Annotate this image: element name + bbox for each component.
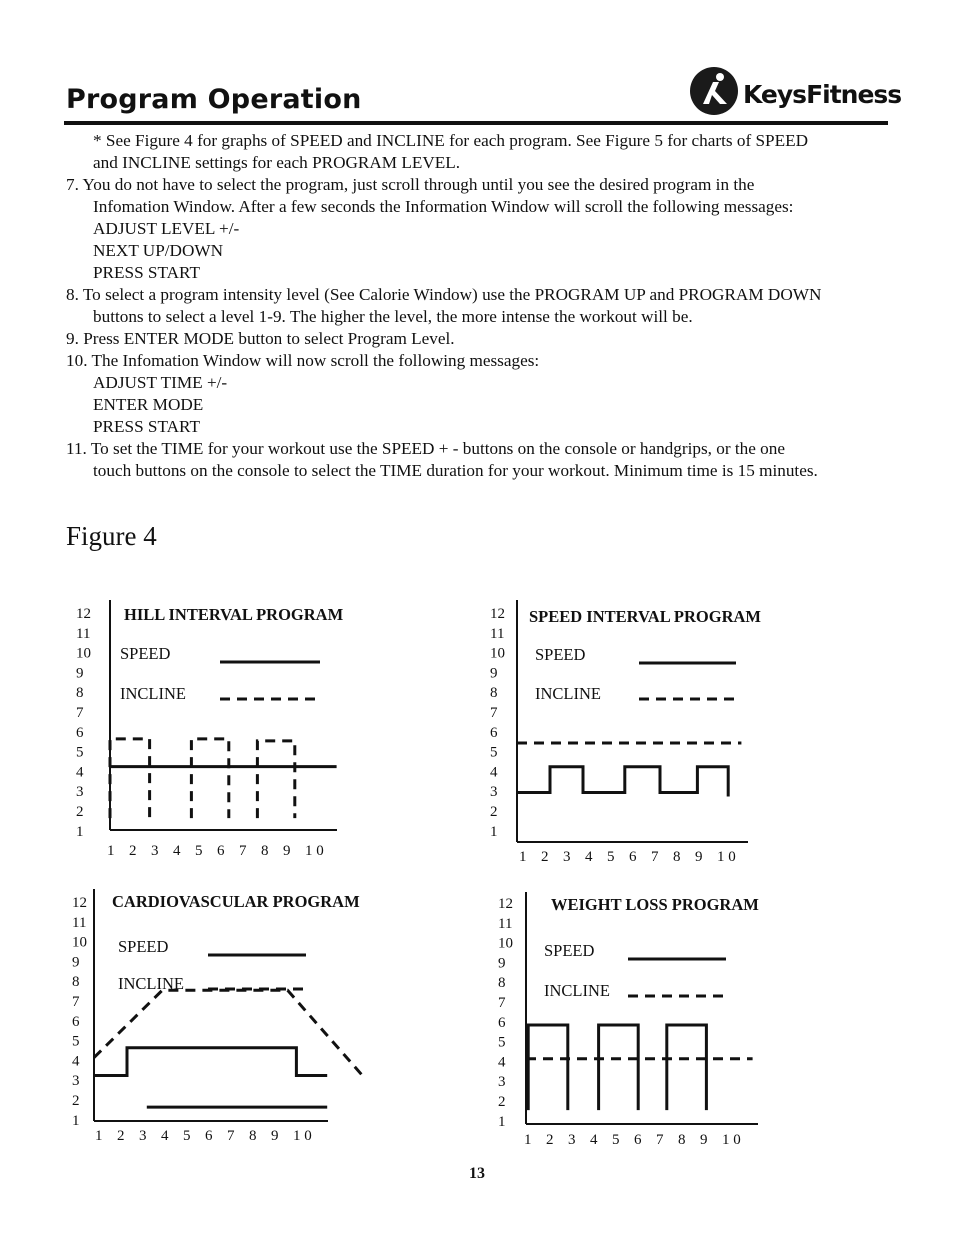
- y-tick-label: 7: [490, 705, 498, 721]
- x-tick-label: 1 0: [717, 849, 736, 865]
- x-tick-label: 3: [563, 849, 571, 865]
- x-tick-label: 6: [629, 849, 637, 865]
- incline-series-line: [110, 739, 150, 818]
- y-tick-label: 4: [498, 1054, 506, 1071]
- y-tick-label: 8: [72, 974, 80, 991]
- x-tick-label: 8: [249, 1128, 257, 1144]
- legend-incline-label: INCLINE: [118, 974, 184, 993]
- instruction-line: 8. To select a program intensity level (See Calorie Window) use the PROGRAM UP and PROGRAM DOWN: [66, 285, 822, 304]
- speed-series-line: [94, 1048, 327, 1076]
- legend-incline-label: INCLINE: [535, 684, 601, 703]
- instruction-line: * See Figure 4 for graphs of SPEED and INCLINE for each program. See Figure 5 for charts of SPEED: [93, 131, 809, 150]
- instruction-line: 11. To set the TIME for your workout use the SPEED + - buttons on the console or handgrips, or the one: [66, 439, 785, 458]
- instruction-line: ADJUST LEVEL +/-: [93, 219, 240, 238]
- x-tick-label: 6: [205, 1128, 213, 1144]
- chart-speed-interval: [474, 598, 774, 868]
- y-tick-label: 12: [490, 606, 505, 622]
- y-tick-label: 6: [498, 1014, 506, 1031]
- x-tick-label: 1: [519, 849, 527, 865]
- y-tick-label: 5: [76, 744, 84, 761]
- x-tick-label: 6: [634, 1132, 642, 1148]
- chart-hill-interval: [60, 598, 360, 868]
- x-tick-label: 1 0: [722, 1132, 741, 1148]
- x-tick-label: 3: [151, 843, 159, 859]
- figure-title: Figure 4: [66, 521, 157, 551]
- y-tick-label: 4: [76, 764, 84, 781]
- y-tick-label: 4: [72, 1053, 80, 1070]
- y-tick-label: 2: [498, 1094, 506, 1110]
- y-tick-label: 10: [76, 645, 91, 662]
- x-tick-label: 7: [656, 1132, 664, 1148]
- y-tick-label: 8: [76, 685, 84, 702]
- x-tick-label: 3: [139, 1128, 147, 1144]
- chart-svg: [474, 598, 774, 868]
- x-tick-label: 4: [590, 1132, 598, 1148]
- y-tick-label: 8: [490, 685, 498, 702]
- incline-series-line: [191, 739, 228, 818]
- chart-title: SPEED INTERVAL PROGRAM: [529, 607, 761, 626]
- chart-cardiovascular: [56, 887, 386, 1147]
- brand-logo: [689, 66, 902, 122]
- x-tick-label: 2: [129, 843, 137, 859]
- chart-svg: [482, 890, 782, 1150]
- x-tick-label: 4: [173, 843, 181, 859]
- instruction-line: buttons to select a level 1-9. The higher the level, the more intense the workout will be.: [93, 307, 693, 326]
- y-tick-label: 12: [498, 896, 513, 912]
- x-tick-label: 9: [283, 843, 291, 859]
- y-tick-label: 3: [490, 784, 498, 801]
- x-tick-label: 5: [607, 849, 615, 865]
- x-tick-label: 8: [673, 849, 681, 865]
- y-tick-label: 2: [76, 804, 84, 820]
- speed-series-line: [528, 1025, 568, 1110]
- y-tick-label: 6: [72, 1013, 80, 1030]
- y-tick-label: 3: [498, 1074, 506, 1091]
- chart-svg: [56, 887, 386, 1147]
- page-title: Program Operation: [66, 84, 362, 115]
- y-tick-label: 8: [498, 975, 506, 992]
- x-tick-label: 1 0: [293, 1128, 312, 1144]
- x-tick-label: 5: [612, 1132, 620, 1148]
- y-tick-label: 6: [76, 724, 84, 741]
- y-tick-label: 5: [498, 1034, 506, 1051]
- x-tick-label: 8: [678, 1132, 686, 1148]
- y-tick-label: 1: [76, 823, 84, 840]
- x-tick-label: 1: [95, 1128, 103, 1144]
- instruction-line: PRESS START: [93, 263, 200, 282]
- incline-series-line: [94, 990, 362, 1075]
- y-tick-label: 9: [490, 665, 498, 682]
- y-tick-label: 11: [498, 915, 513, 932]
- x-tick-label: 1: [107, 843, 115, 859]
- y-tick-label: 11: [490, 625, 505, 642]
- y-tick-label: 5: [72, 1033, 80, 1050]
- y-tick-label: 9: [498, 955, 506, 972]
- y-tick-label: 7: [72, 994, 80, 1010]
- y-tick-label: 12: [72, 895, 87, 911]
- instruction-line: and INCLINE settings for each PROGRAM LEVEL.: [93, 153, 461, 172]
- speed-series-line: [517, 767, 728, 797]
- speed-series-line: [667, 1025, 707, 1110]
- x-tick-label: 5: [183, 1128, 191, 1144]
- chart-svg: [60, 598, 360, 868]
- y-tick-label: 1: [490, 823, 498, 840]
- x-tick-label: 8: [261, 843, 269, 859]
- instruction-line: ADJUST TIME +/-: [93, 373, 228, 392]
- y-tick-label: 7: [498, 995, 506, 1011]
- chart-title: HILL INTERVAL PROGRAM: [124, 605, 344, 624]
- speed-series-line: [599, 1025, 639, 1110]
- instruction-line: Infomation Window. After a few seconds the Information Window will scroll the following messages:: [93, 197, 794, 216]
- y-tick-label: 3: [76, 784, 84, 801]
- x-tick-label: 4: [161, 1128, 169, 1144]
- legend-incline-label: INCLINE: [120, 684, 186, 703]
- x-tick-label: 4: [585, 849, 593, 865]
- y-tick-label: 10: [72, 934, 87, 951]
- y-tick-label: 11: [72, 914, 87, 931]
- y-tick-label: 1: [72, 1112, 80, 1129]
- instruction-line: PRESS START: [93, 417, 200, 436]
- x-tick-label: 7: [651, 849, 659, 865]
- y-tick-label: 2: [490, 804, 498, 820]
- legend-incline-label: INCLINE: [544, 981, 610, 1000]
- y-tick-label: 10: [498, 935, 513, 952]
- instruction-line: touch buttons on the console to select the TIME duration for your workout. Minimum time is 15 minutes.: [93, 461, 818, 480]
- logo-wordmark: KeysFitness: [743, 80, 902, 109]
- y-tick-label: 9: [72, 954, 80, 971]
- legend-speed-label: SPEED: [120, 644, 171, 663]
- x-tick-label: 1: [524, 1132, 532, 1148]
- instruction-line: 7. You do not have to select the program, just scroll through until you see the desired program in the: [66, 175, 755, 194]
- y-tick-label: 4: [490, 764, 498, 781]
- instruction-line: 9. Press ENTER MODE button to select Program Level.: [66, 329, 455, 348]
- y-tick-label: 1: [498, 1113, 506, 1130]
- y-tick-label: 10: [490, 645, 505, 662]
- instructions-text: [66, 130, 896, 482]
- instruction-line: ENTER MODE: [93, 395, 204, 414]
- x-tick-label: 1 0: [305, 843, 324, 859]
- x-tick-label: 9: [271, 1128, 279, 1144]
- y-tick-label: 5: [490, 744, 498, 761]
- x-tick-label: 7: [227, 1128, 235, 1144]
- instruction-line: 10. The Infomation Window will now scroll the following messages:: [66, 351, 540, 370]
- legend-speed-label: SPEED: [118, 937, 169, 956]
- incline-series-line: [257, 741, 294, 818]
- y-tick-label: 3: [72, 1073, 80, 1090]
- y-tick-label: 11: [76, 625, 91, 642]
- legend-speed-label: SPEED: [544, 941, 595, 960]
- x-tick-label: 6: [217, 843, 225, 859]
- instruction-line: NEXT UP/DOWN: [93, 241, 224, 260]
- header-divider: [64, 121, 888, 125]
- x-tick-label: 9: [700, 1132, 708, 1148]
- chart-title: CARDIOVASCULAR PROGRAM: [112, 892, 360, 911]
- y-tick-label: 6: [490, 724, 498, 741]
- keys-fitness-logo-icon: [689, 66, 739, 116]
- y-tick-label: 12: [76, 606, 91, 622]
- x-tick-label: 2: [541, 849, 549, 865]
- x-tick-label: 3: [568, 1132, 576, 1148]
- x-tick-label: 2: [546, 1132, 554, 1148]
- legend-speed-label: SPEED: [535, 645, 586, 664]
- chart-weight-loss: [482, 890, 782, 1150]
- x-tick-label: 2: [117, 1128, 125, 1144]
- y-tick-label: 2: [72, 1093, 80, 1109]
- x-tick-label: 9: [695, 849, 703, 865]
- y-tick-label: 7: [76, 705, 84, 721]
- y-tick-label: 9: [76, 665, 84, 682]
- chart-title: WEIGHT LOSS PROGRAM: [551, 895, 759, 914]
- x-tick-label: 7: [239, 843, 247, 859]
- page-number: 13: [469, 1165, 485, 1182]
- x-tick-label: 5: [195, 843, 203, 859]
